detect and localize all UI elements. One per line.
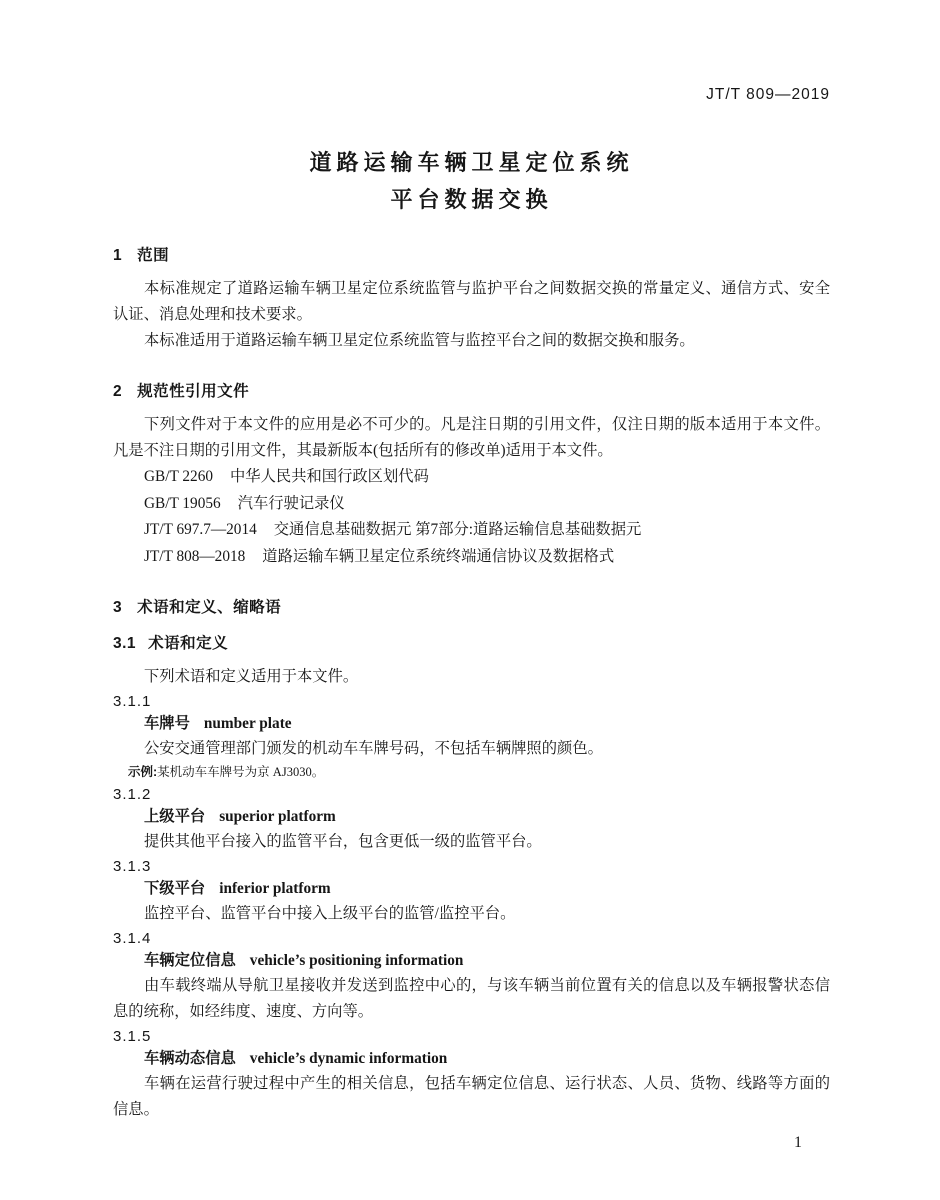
section-1-title: 范围 (137, 247, 170, 264)
reference-code: JT/T 808—2018 (144, 547, 246, 565)
section-2-title: 规范性引用文件 (137, 383, 250, 400)
term-headword (144, 712, 830, 736)
reference-item (144, 544, 830, 571)
term-zh: 下级平台 (144, 880, 206, 897)
doc-code: JT/T 809—2019 (706, 86, 830, 103)
reference-item (144, 491, 830, 518)
reference-item (144, 517, 830, 544)
reference-item (144, 464, 830, 491)
section-2-heading (113, 382, 830, 402)
document-title (113, 144, 830, 218)
term-definition: 公安交通管理部门颁发的机动车车牌号码，不包括车辆牌照的颜色。 (144, 740, 603, 757)
term-block-3-1-5 (113, 1027, 830, 1123)
term-block-3-1-1 (113, 692, 830, 783)
section-1-number: 1 (113, 247, 123, 264)
term-definition: 由车载终端从导航卫星接收并发送到监控中心的，与该车辆当前位置有关的信息以及车辆报警状态信息的统称，如经纬度、速度、方向等。 (113, 977, 830, 1020)
term-block-3-1-2 (113, 785, 830, 855)
section-3-heading (113, 598, 830, 618)
section-3-number: 3 (113, 599, 123, 616)
reference-title: 中华人民共和国行政区划代码 (230, 468, 429, 485)
reference-code: GB/T 19056 (144, 494, 221, 512)
term-en: superior platform (219, 808, 336, 825)
section-3-1-intro: 下列术语和定义适用于本文件。 (144, 668, 359, 685)
reference-code: JT/T 697.7—2014 (144, 521, 257, 538)
term-number: 3.1.5 (113, 1028, 152, 1045)
term-number: 3.1.1 (113, 693, 152, 710)
reference-title: 汽车行驶记录仪 (237, 494, 345, 512)
term-example (128, 762, 830, 783)
term-zh: 车辆动态信息 (144, 1050, 236, 1067)
term-en: vehicle’s dynamic information (249, 1050, 448, 1067)
term-en: number plate (203, 715, 292, 732)
section-3-title: 术语和定义、缩略语 (137, 599, 282, 616)
term-number: 3.1.4 (113, 930, 152, 947)
section-2-number: 2 (113, 383, 123, 400)
example-label: 示例: (128, 765, 158, 779)
term-number: 3.1.2 (113, 786, 152, 803)
term-number: 3.1.3 (113, 858, 152, 875)
term-en: inferior platform (219, 880, 331, 897)
normative-references-list (113, 464, 830, 570)
term-zh: 车牌号 (144, 715, 190, 732)
term-definition: 车辆在运营行驶过程中产生的相关信息，包括车辆定位信息、运行状态、人员、货物、线路等方面的信息。 (113, 1075, 830, 1118)
section-3-1-number: 3.1 (113, 635, 137, 652)
term-definition: 监控平台、监管平台中接入上级平台的监管/监控平台。 (144, 905, 516, 922)
example-text: 某机动车车牌号为京 AJ3030。 (157, 765, 325, 779)
page-number: 1 (794, 1134, 802, 1151)
section-3-1-title: 术语和定义 (148, 635, 229, 652)
term-en: vehicle’s positioning information (249, 952, 464, 969)
document-title-line-2: 平台数据交换 (390, 187, 553, 212)
reference-title: 道路运输车辆卫星定位系统终端通信协议及数据格式 (262, 547, 615, 565)
term-headword (144, 1047, 830, 1071)
term-block-3-1-3 (113, 857, 830, 927)
reference-code: GB/T 2260 (144, 468, 213, 485)
term-zh: 车辆定位信息 (144, 952, 236, 969)
document-title-line-1: 道路运输车辆卫星定位系统 (309, 150, 634, 175)
reference-title: 交通信息基础数据元 第7部分:道路运输信息基础数据元 (273, 521, 642, 538)
term-headword (144, 805, 830, 829)
section-1-paragraph-1: 本标准规定了道路运输车辆卫星定位系统监管与监护平台之间数据交换的常量定义、通信方式、安全认证、消息处理和技术要求。 (113, 280, 830, 323)
section-2-paragraph-1: 下列文件对于本文件的应用是必不可少的。凡是注日期的引用文件，仅注日期的版本适用于本文件。凡是不注日期的引用文件，其最新版本(包括所有的修改单)适用于本文件。 (113, 416, 830, 459)
section-1-heading (113, 246, 830, 266)
term-headword (144, 877, 830, 901)
term-block-3-1-4 (113, 929, 830, 1025)
term-zh: 上级平台 (144, 808, 206, 825)
section-1-paragraph-2: 本标准适用于道路运输车辆卫星定位系统监管与监控平台之间的数据交换和服务。 (144, 332, 695, 349)
term-headword (144, 949, 830, 973)
section-3-1-heading (113, 634, 830, 654)
term-definition: 提供其他平台接入的监管平台，包含更低一级的监管平台。 (144, 833, 542, 850)
